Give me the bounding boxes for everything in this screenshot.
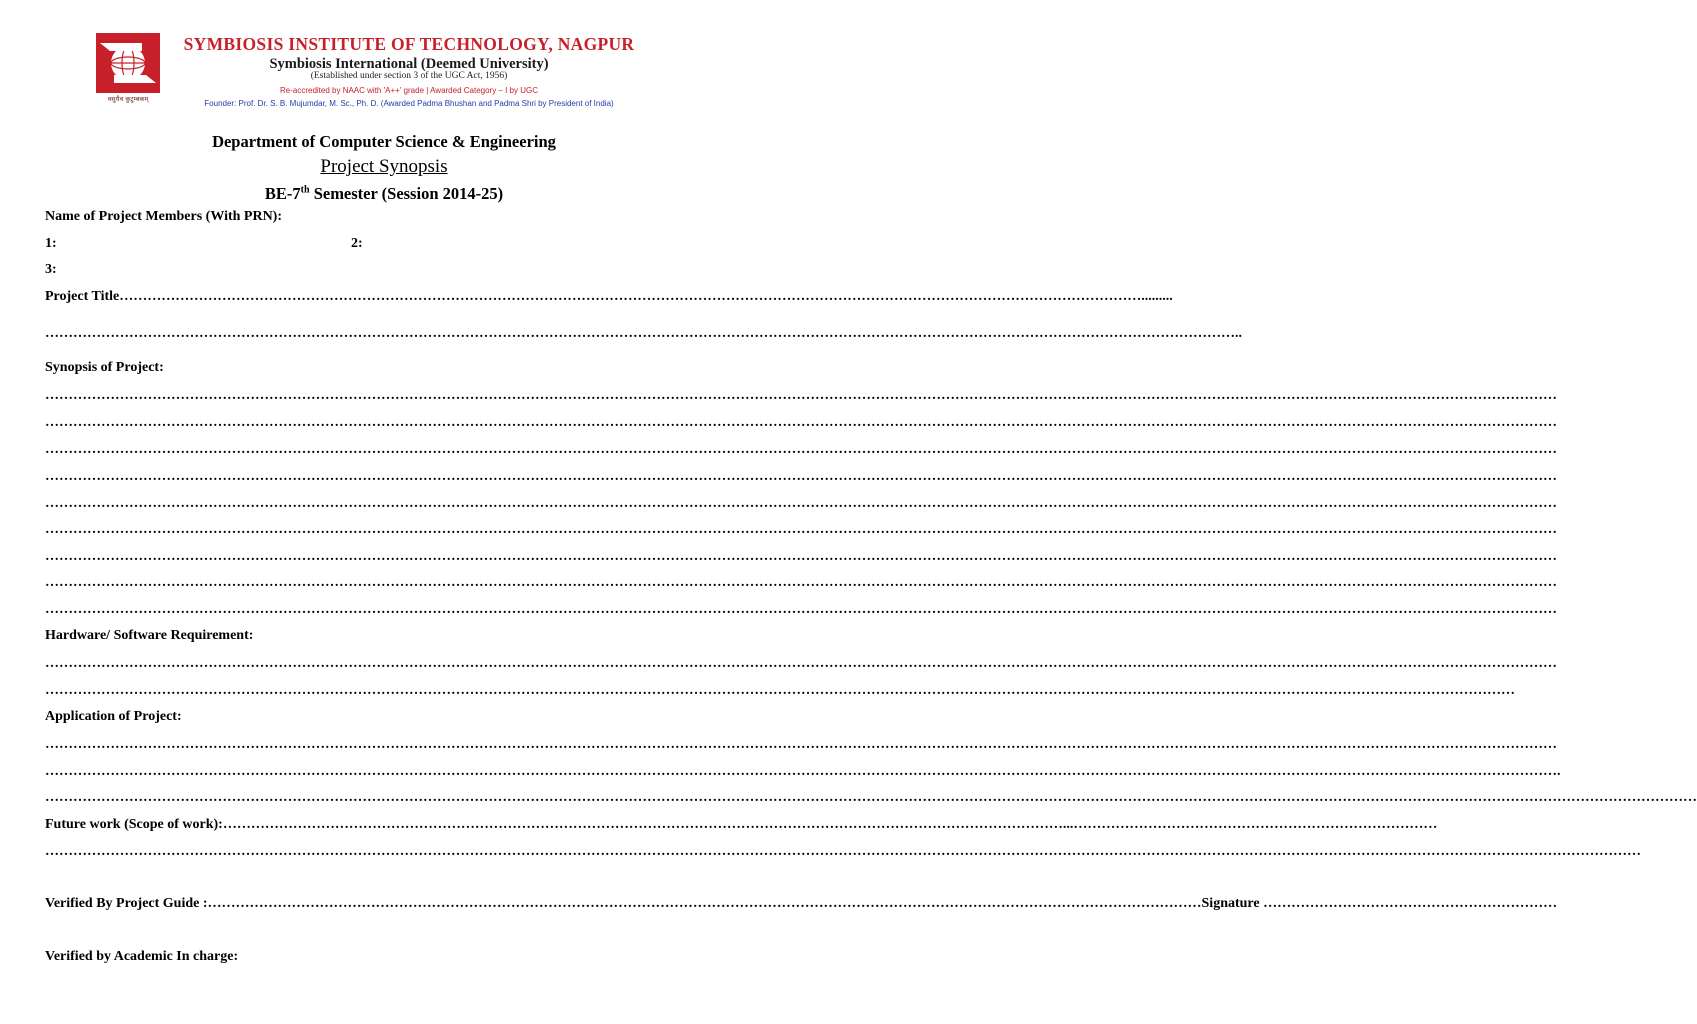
application-line-3: ………………………………………………………………………………………………………………………………………………………………………………………………………………………………………………………………………………………………………………………… (45, 790, 1697, 805)
founder-line: Founder: Prof. Dr. S. B. Mujumdar, M. Sc., Ph. D. (Awarded Padma Bhushan and Padma Shri by President of India) (204, 99, 614, 108)
project-title-line-2: ………………………………………………………………………………………………………………………………………………………………………………………………………………………………….. (45, 326, 1242, 341)
member-1-label: 1: (45, 236, 57, 251)
synopsis-line: ……………………………………………………………………………………………………………………………………………………………………………………………………………………………………………………………………………………………… (45, 415, 1557, 430)
future-work-field (45, 817, 1438, 833)
synopsis-line: ……………………………………………………………………………………………………………………………………………………………………………………………………………………………………………………………………………………………… (45, 388, 1557, 403)
synopsis-line: ……………………………………………………………………………………………………………………………………………………………………………………………………………………………………………………………………………………………… (45, 442, 1557, 457)
synopsis-line: ……………………………………………………………………………………………………………………………………………………………………………………………………………………………………………………………………………………………… (45, 522, 1557, 537)
synopsis-line: ……………………………………………………………………………………………………………………………………………………………………………………………………………………………………………………………………………………………… (45, 602, 1557, 617)
future-work-dots: ………………………………………………………………………………………………………………………………………………………………...…………………………………………………………………… (222, 817, 1438, 832)
document-title: Project Synopsis (320, 156, 448, 177)
synopsis-line: ……………………………………………………………………………………………………………………………………………………………………………………………………………………………………………………………………………………………… (45, 549, 1557, 564)
institute-name: SYMBIOSIS INSTITUTE OF TECHNOLOGY, NAGPUR (183, 34, 635, 54)
logo-motto: वसुधैव कुटुम्बकम् (107, 95, 149, 103)
application-line-short: ………………………………………………………………………………………………………………………………………………………………………………………………………………………………………………………………………………………………. (45, 764, 1561, 779)
semester-prefix: BE-7 (264, 184, 301, 203)
hardware-line: ……………………………………………………………………………………………………………………………………………………………………………………………………………………………………………………………………………………………… (45, 656, 1557, 671)
semester-line (0, 184, 768, 204)
university-name: Symbiosis International (Deemed University) (269, 56, 549, 72)
academic-verification-line: Verified by Academic In charge: (45, 949, 239, 964)
project-title-dots: …………………………………………………………………………………………………………………………………………………………………………………………………......... (119, 289, 1173, 304)
synopsis-line: ……………………………………………………………………………………………………………………………………………………………………………………………………………………………………………………………………………………………… (45, 496, 1557, 511)
semester-superscript: th (300, 184, 310, 196)
synopsis-line: ……………………………………………………………………………………………………………………………………………………………………………………………………………………………………………………………………………………………… (45, 469, 1557, 484)
hardware-line-short: ……………………………………………………………………………………………………………………………………………………………………………………………………………………………………………………………………………………… (45, 683, 1515, 698)
future-work-line-2: ……………………………………………………………………………………………………………………………………………………………………………………………………………………………………………………………………………………………………………… (45, 844, 1641, 859)
project-title-field (45, 289, 1173, 305)
guide-verification-line: Verified By Project Guide :……………………………………………………………………………………………………………………………………………………………………………………………Signature ……………………………………………………… (45, 896, 1558, 911)
institute-logo (96, 33, 160, 93)
synopsis-label: Synopsis of Project: (45, 360, 164, 375)
hardware-label: Hardware/ Software Requirement: (45, 628, 254, 643)
member-3-label: 3: (45, 262, 57, 277)
application-line: ……………………………………………………………………………………………………………………………………………………………………………………………………………………………………………………………………………………………… (45, 737, 1557, 752)
establishment-note: (Established under section 3 of the UGC Act, 1956) (310, 71, 508, 81)
department-title: Department of Computer Science & Engineering (212, 132, 556, 151)
application-label: Application of Project: (45, 709, 182, 724)
semester-suffix: Semester (Session 2014-25) (309, 184, 504, 203)
members-label: Name of Project Members (With PRN): (45, 209, 283, 224)
project-title-label: Project Title (45, 289, 120, 304)
member-2-label: 2: (351, 236, 363, 251)
synopsis-line: ……………………………………………………………………………………………………………………………………………………………………………………………………………………………………………………………………………………………… (45, 575, 1557, 590)
accreditation-line: Re-accredited by NAAC with 'A++' grade | Awarded Category – I by UGC (280, 86, 538, 95)
future-work-label: Future work (Scope of work): (45, 817, 223, 832)
